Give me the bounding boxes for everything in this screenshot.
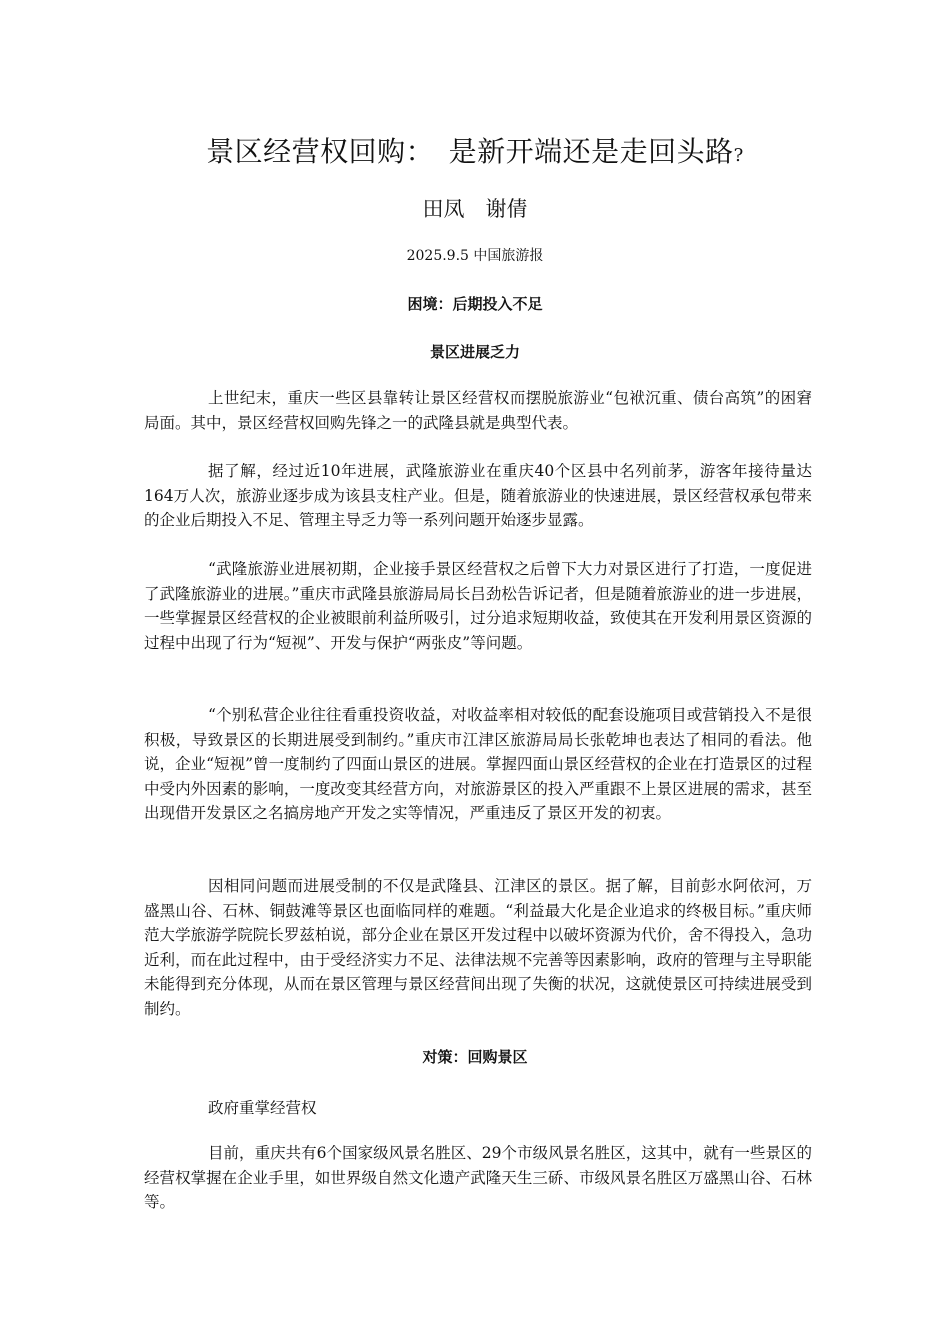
article-title xyxy=(0,132,950,176)
paragraph-5: 因相同问题而进展受制的不仅是武隆县、江津区的景区。据了解，目前彭水阿依河，万盛黑山谷、石林、铜鼓滩等景区也面临同样的难题。“利益最大化是企业追求的终极目标。”重庆师范大学旅游学院院长罗兹柏说，部分企业在景区开发过程中以破坏资源为代价，舍不得投入，急功近利，而在此过程中，由于受经济实力不足、法律法规不完善等因素影响，政府的管理与主导职能未能得到充分体现，从而在景区管理与景区经营间出现了失衡的状况，这就使景区可持续进展受到制约。 xyxy=(144,877,812,1018)
article-source-date: 2025.9.5 中国旅游报 xyxy=(406,248,544,264)
section2-subheading: 政府重掌经营权 xyxy=(208,1099,317,1117)
section2-heading: 对策：回购景区 xyxy=(422,1048,528,1066)
section1-subheading: 景区进展乏力 xyxy=(429,343,520,361)
section1-heading: 困境：后期投入不足 xyxy=(407,295,543,313)
paragraph-6: 目前，重庆共有6个国家级风景名胜区、29个市级风景名胜区，这其中，就有一些景区的经营权掌握在企业手里，如世界级自然文化遗产武隆天生三硚、市级风景名胜区万盛黑山谷、石林等。 xyxy=(144,1144,812,1211)
paragraph-3: “武隆旅游业进展初期，企业接手景区经营权之后曾下大力对景区进行了打造，一度促进了武隆旅游业的进展。”重庆市武隆县旅游局局长吕劲松告诉记者，但是随着旅游业的进一步进展，一些掌握景区经营权的企业被眼前利益所吸引，过分追求短期收益，致使其在开发利用景区资源的过程中出现了行为“短视”、开发与保护“两张皮”等问题。 xyxy=(144,560,812,652)
paragraph-1: 上世纪末，重庆一些区县靠转让景区经营权而摆脱旅游业“包袱沉重、债台高筑”的困窘局面。其中，景区经营权回购先锋之一的武隆县就是典型代表。 xyxy=(144,389,812,432)
article-authors: 田凤 谢倩 xyxy=(422,197,528,221)
paragraph-2: 据了解，经过近10年进展，武隆旅游业在重庆40个区县中名列前茅，游客年接待量达164万人次，旅游业逐步成为该县支柱产业。但是，随着旅游业的快速进展，景区经营权承包带来的企业后期投入不足、管理主导乏力等一系列问题开始逐步显露。 xyxy=(144,462,812,529)
paragraph-4: “个别私营企业往往看重投资收益，对收益率相对较低的配套设施项目或营销投入不是很积极，导致景区的长期进展受到制约。”重庆市江津区旅游局局长张乾坤也表达了相同的看法。他说，企业“短视”曾一度制约了四面山景区的进展。掌握四面山景区经营权的企业在打造景区的过程中受内外因素的影响，一度改变其经营方向，对旅游景区的投入严重跟不上景区进展的需求，甚至出现借开发景区之名搞房地产开发之实等情况，严重违反了景区开发的初衷。 xyxy=(144,706,812,822)
article-title-question-mark: ? xyxy=(733,145,744,166)
article-title-text: 景区经营权回购： 是新开端还是走回头路 xyxy=(206,135,734,168)
